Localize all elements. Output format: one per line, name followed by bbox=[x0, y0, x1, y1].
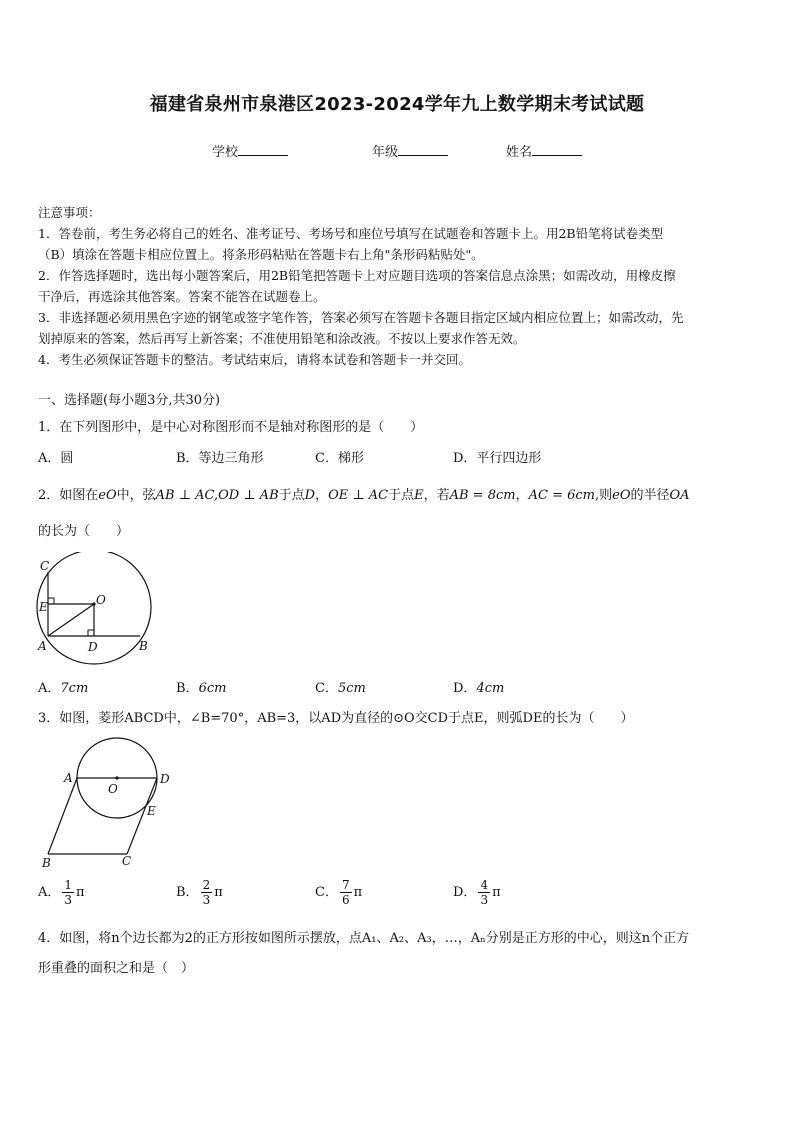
note-line: 划掉原来的答案，然后再写上新答案；不准使用铅笔和涂改液。不按以上要求作答无效。 bbox=[38, 331, 526, 346]
q3-option-b: B． $\frac{2}{3}$ π bbox=[176, 878, 223, 907]
note-line: 干净后，再选涂其他答案。答案不能答在试题卷上。 bbox=[38, 289, 326, 304]
grade-label: 年级 bbox=[372, 145, 399, 160]
center-point bbox=[115, 776, 118, 779]
note-line: 2．作答选择题时，选出每小题答案后，用2B铅笔把答题卡上对应题目选项的答案信息点涂黑；如需改动，用橡皮擦 bbox=[38, 268, 676, 283]
note-line: 1．答卷前，考生务必将自己的姓名、准考证号、考场号和座位号填写在试题卷和答题卡上。用2B铅笔将试卷类型 bbox=[38, 226, 664, 241]
page-title: 福建省泉州市泉港区2023-2024学年九上数学期末考试试题 bbox=[149, 94, 645, 115]
q2-stem-line2: 的长为（ ） bbox=[38, 524, 130, 539]
math-condition: OE ⊥ AC bbox=[328, 488, 389, 503]
q3-rhombus-figure bbox=[38, 734, 178, 874]
label-b: B bbox=[42, 856, 51, 870]
q1-option-b: B．等边三角形 bbox=[176, 451, 264, 466]
label-e: E bbox=[39, 600, 48, 614]
q2-stem: 2．如图在eO中，弦AB ⊥ AC,OD ⊥ AB于点D，OE ⊥ AC于点E，若AB = 8cm，AC = 6cm,则eO的半径OA bbox=[38, 488, 690, 503]
q4-stem: 4．如图，将n个边长都为2的正方形按如图所示摆放，点A₁、A₂、A₃，…，Aₙ分别是正方形的中心，则这n个正方 bbox=[38, 931, 690, 946]
q1-stem: 1．在下列图形中，是中心对称图形而不是轴对称图形的是（ ） bbox=[38, 420, 424, 435]
q2-option-b: B．6cm bbox=[176, 681, 227, 696]
math-condition: AB ⊥ AC,OD ⊥ AB bbox=[155, 488, 279, 503]
school-field bbox=[212, 141, 288, 160]
note-line: 4．考生必须保证答题卡的整洁。考试结束后，请将本试卷和答题卡一并交回。 bbox=[38, 352, 471, 367]
q1-option-d: D．平行四边形 bbox=[453, 451, 542, 466]
label-e: E bbox=[147, 804, 156, 818]
note-line: 3．非选择题必须用黑色字迹的钢笔或签字笔作答，答案必须写在答题卡各题目指定区域内相应位置上；如需改动，先 bbox=[38, 310, 684, 325]
q3-option-c: C． $\frac{7}{6}$ π bbox=[315, 878, 363, 907]
right-angle-e bbox=[48, 598, 54, 604]
q3-option-d: D． $\frac{4}{3}$ π bbox=[453, 878, 501, 907]
school-blank bbox=[238, 141, 288, 156]
q2-option-c: C．5cm bbox=[315, 681, 366, 696]
q1-option-a: A．圆 bbox=[38, 451, 74, 466]
name-field bbox=[506, 141, 582, 160]
label-b: B bbox=[139, 639, 148, 653]
section-heading: 一、选择题(每小题3分,共30分) bbox=[38, 393, 221, 408]
q2-option-d: D．4cm bbox=[453, 681, 505, 696]
label-d: D bbox=[88, 640, 98, 654]
circle-symbol: e bbox=[612, 488, 620, 503]
notes-heading: 注意事项： bbox=[38, 205, 101, 220]
grade-field bbox=[372, 141, 448, 160]
q2-option-a: A．7cm bbox=[38, 681, 89, 696]
label-d: D bbox=[160, 772, 170, 786]
side-ab bbox=[48, 778, 77, 854]
name-blank bbox=[532, 141, 582, 156]
q1-option-c: C．梯形 bbox=[315, 451, 364, 466]
q3-stem: 3．如图，菱形ABCD中，∠B=70°，AB=3，以AD为直径的⊙O交CD于点E，则弧DE的长为（ ） bbox=[38, 711, 634, 726]
label-o: O bbox=[96, 593, 106, 607]
q4-stem-line2: 形重叠的面积之和是（ ） bbox=[38, 961, 195, 976]
grade-blank bbox=[398, 141, 448, 156]
segment-oa bbox=[48, 604, 94, 636]
school-label: 学校 bbox=[212, 145, 239, 160]
q2-circle-figure bbox=[30, 552, 165, 667]
label-c: C bbox=[122, 854, 132, 868]
math-expression: AC = 6cm bbox=[528, 488, 595, 503]
label-c: C bbox=[40, 559, 50, 573]
math-expression: AB = 8cm bbox=[449, 488, 516, 503]
note-line: （B）填涂在答题卡相应位置上。将条形码粘贴在答题卡右上角"条形码粘贴处"。 bbox=[38, 247, 484, 262]
label-a: A bbox=[64, 771, 73, 785]
label-a: A bbox=[38, 639, 47, 653]
q3-option-a: A． $\frac{1}{3}$ π bbox=[38, 878, 85, 907]
circle-symbol: e bbox=[98, 488, 106, 503]
label-o: O bbox=[108, 782, 118, 796]
name-label: 姓名 bbox=[506, 145, 533, 160]
right-angle-d bbox=[88, 630, 94, 636]
